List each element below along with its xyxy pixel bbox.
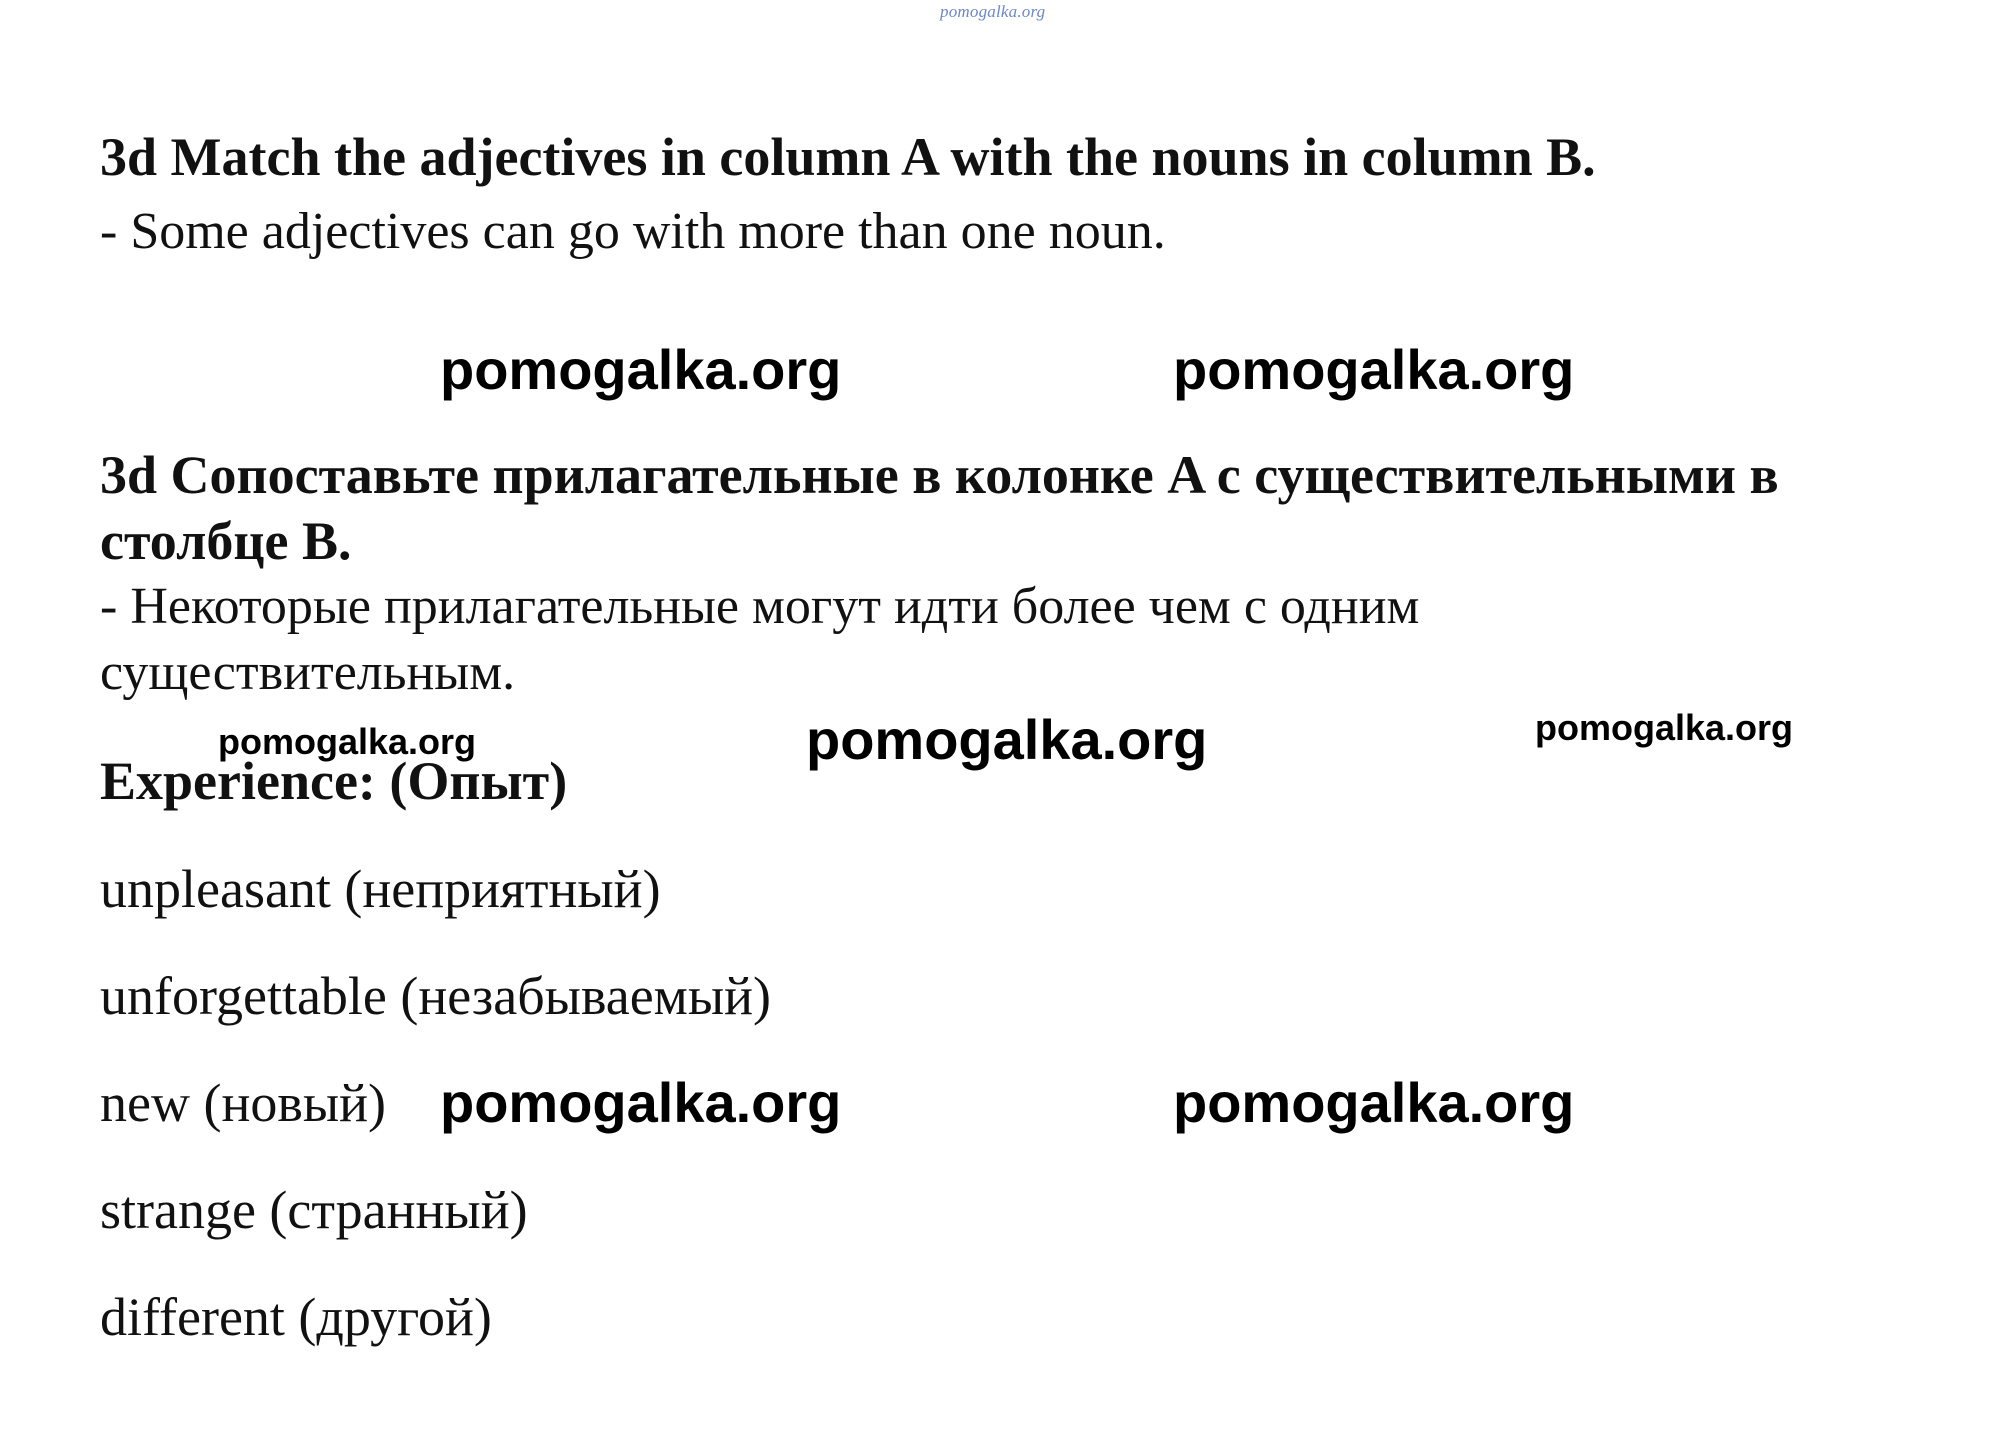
vocab-item: unforgettable (незабываемый)	[100, 966, 772, 1026]
watermark: pomogalka.org	[1173, 338, 1575, 401]
watermark: pomogalka.org	[806, 708, 1208, 771]
watermark: pomogalka.org	[1173, 1071, 1575, 1134]
vocab-item: new (новый)	[100, 1073, 387, 1133]
exercise-title-en: 3d Match the adjectives in column A with the nouns in column B.	[100, 127, 1596, 187]
section-heading: Experience: (Опыт)	[100, 751, 568, 811]
watermark: pomogalka.org	[440, 1071, 842, 1134]
watermark: pomogalka.org	[1535, 707, 1794, 748]
watermark: pomogalka.org	[440, 338, 842, 401]
exercise-subtitle-en: - Some adjectives can go with more than one noun.	[100, 203, 1166, 260]
top-watermark: pomogalka.org	[940, 2, 1046, 21]
vocab-item: unpleasant (неприятный)	[100, 859, 661, 919]
exercise-title-ru: 3d Сопоставьте прилагательные в колонке A с существительными в столбце B.	[100, 445, 1779, 571]
vocab-item: different (другой)	[100, 1287, 492, 1347]
exercise-subtitle-ru: - Некоторые прилагательные могут идти более чем с одним существительным.	[100, 578, 1420, 701]
watermark: pomogalka.org	[218, 721, 477, 762]
vocab-item: strange (странный)	[100, 1180, 528, 1240]
